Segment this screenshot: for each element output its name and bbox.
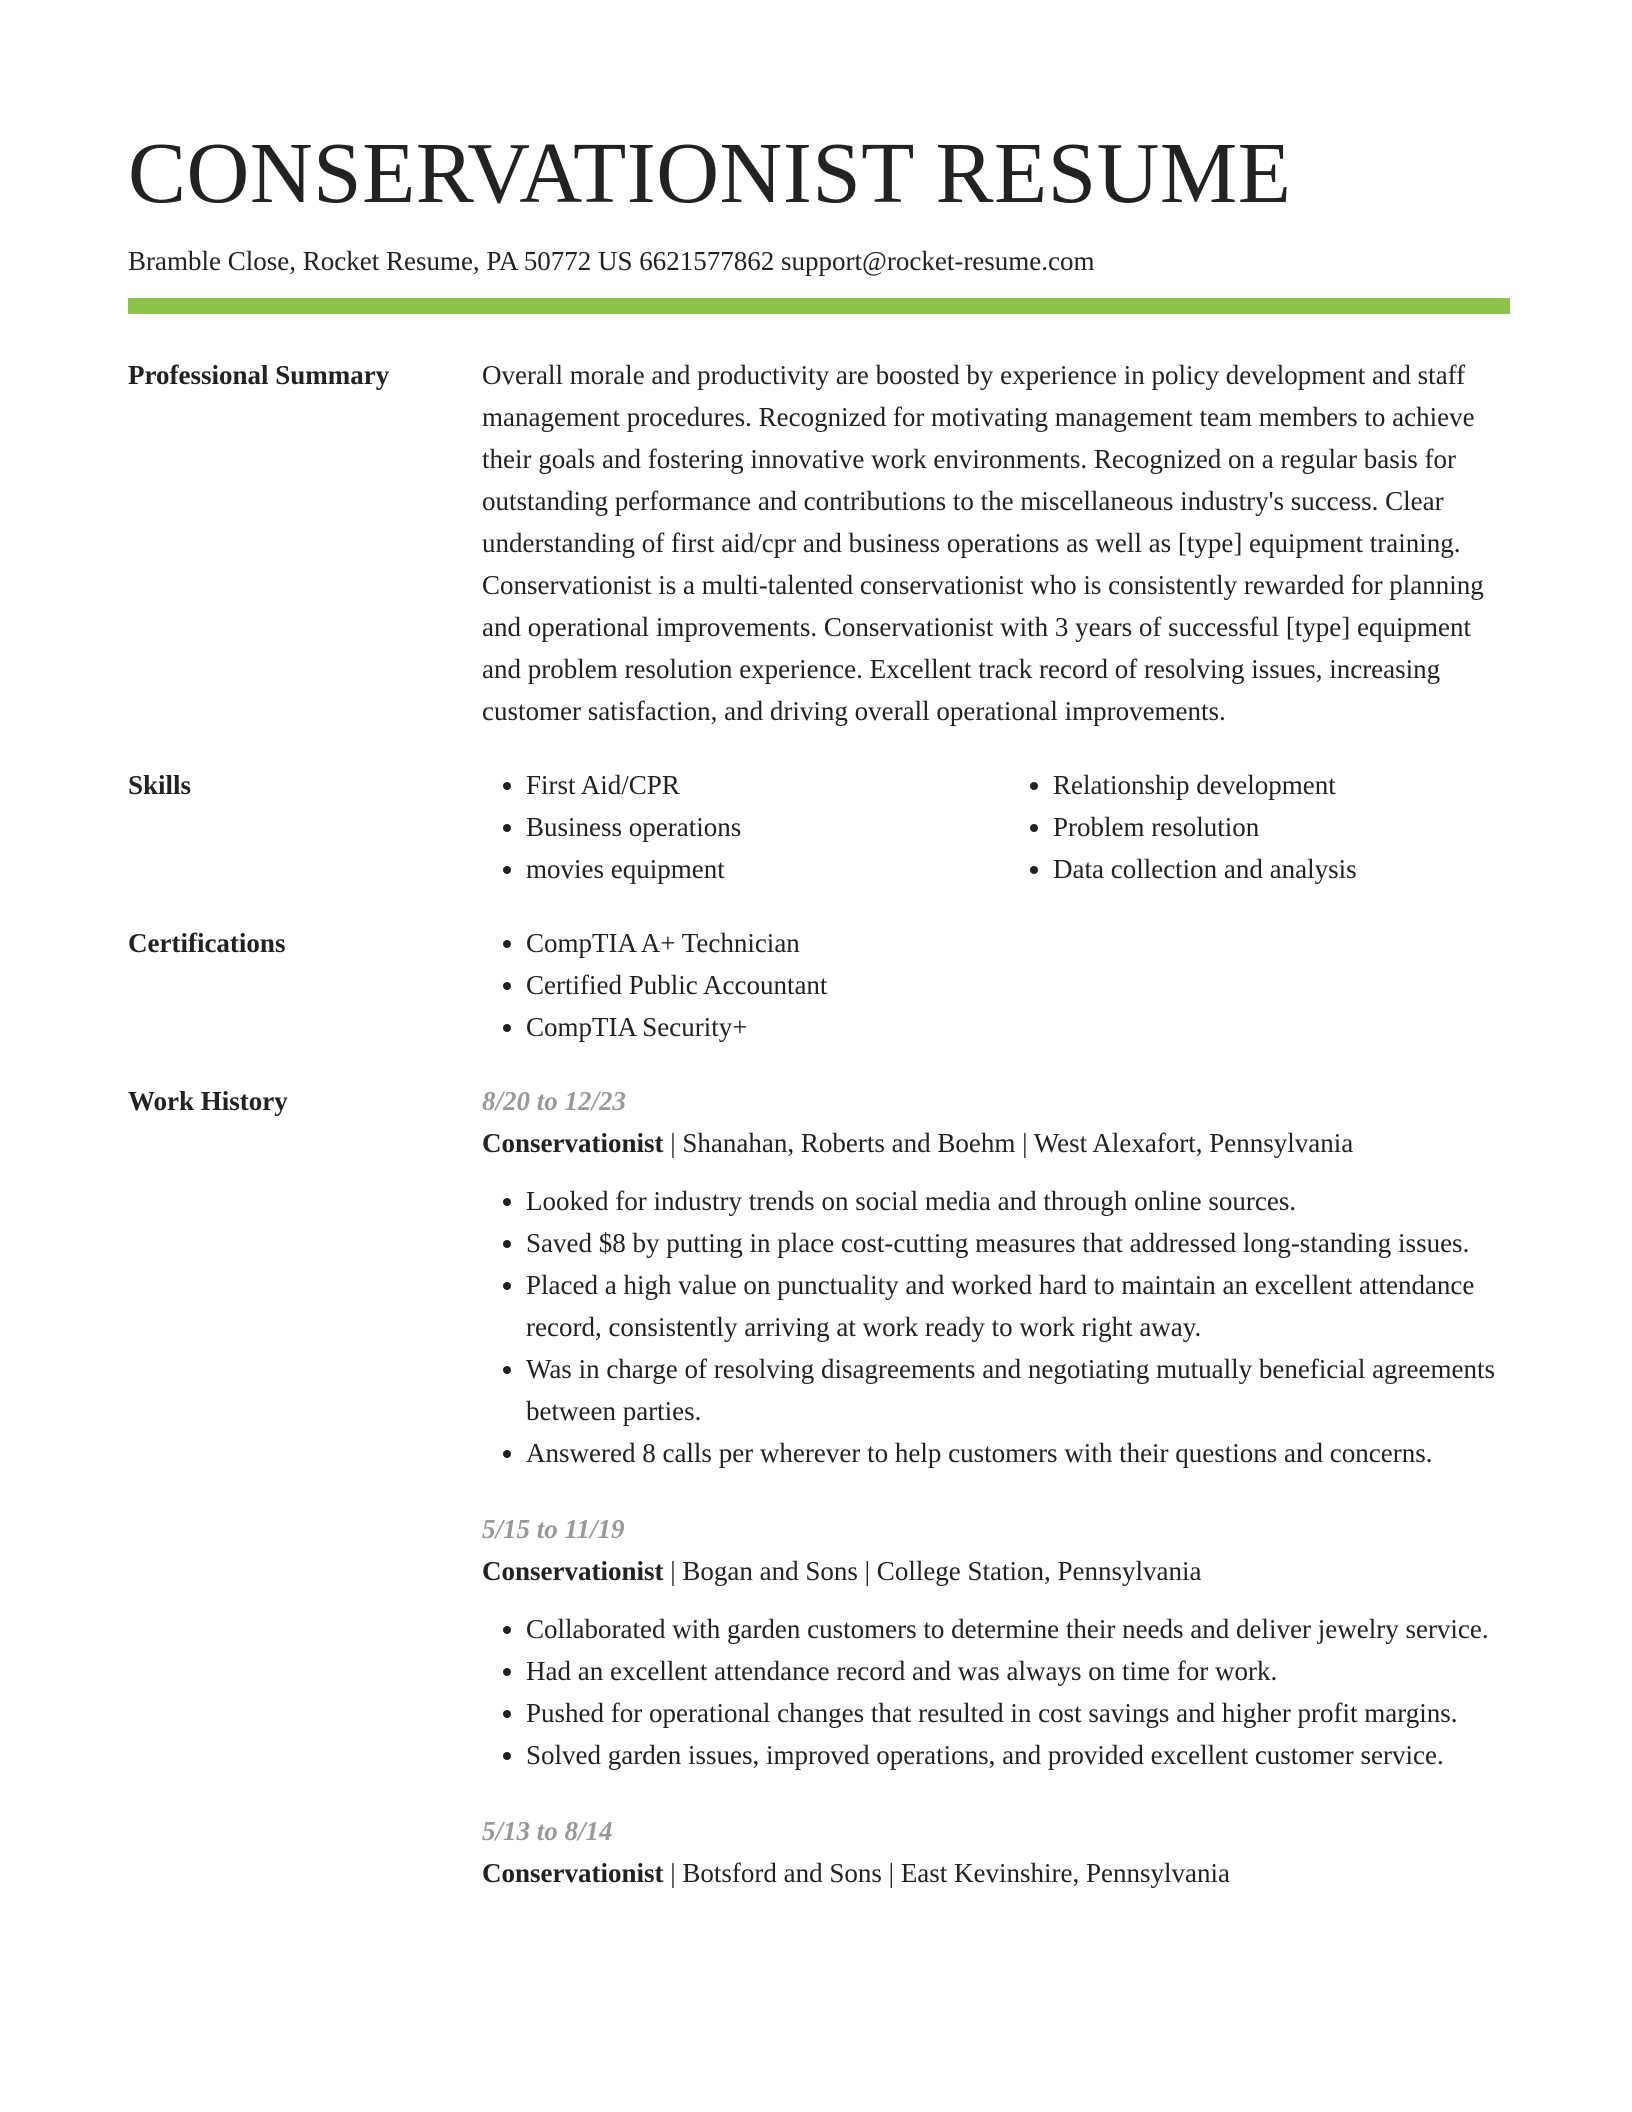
job-entry — [482, 1508, 1510, 1776]
section-skills — [128, 764, 1510, 890]
summary-text: Overall morale and productivity are boosted by experience in policy development and staff management procedures. Recognized for motivating management team members to achieve their goals and fostering innovative work environments. Recognized on a regular basis for outstanding performance and contributions to the miscellaneous industry's success. Clear understanding of first aid/cpr and business operations as well as [type] equipment training. Conservationist is a multi-talented conservationist who is consistently rewarded for planning and operational improvements. Conservationist with 3 years of successful [type] equipment and problem resolution experience. Excellent track record of resolving issues, increasing customer satisfaction, and driving overall operational improvements. — [482, 360, 1484, 726]
job-heading — [482, 1852, 1510, 1894]
job-bullet: • Pushed for operational changes that resulted in cost savings and higher profit margins. — [526, 1692, 1510, 1734]
resume-title: CONSERVATIONIST RESUME — [128, 124, 1292, 221]
job-heading — [482, 1122, 1510, 1164]
section-body-certifications — [482, 922, 1510, 1048]
certifications-list — [482, 922, 1510, 1048]
job-bullet: • Looked for industry trends on social media and through online sources. — [526, 1180, 1510, 1222]
skill-item: • Data collection and analysis — [1053, 848, 1515, 890]
section-certifications — [128, 922, 1510, 1048]
job-heading — [482, 1550, 1510, 1592]
job-title: Conservationist — [482, 1556, 664, 1586]
job-title: Conservationist — [482, 1128, 664, 1158]
job-dates: 8/20 to 12/23 — [482, 1086, 627, 1116]
skill-item: • movies equipment — [526, 848, 988, 890]
job-bullet: • Was in charge of resolving disagreements and negotiating mutually beneficial agreements between parties. — [526, 1348, 1510, 1432]
job-bullet: • Placed a high value on punctuality and worked hard to maintain an excellent attendance record, consistently arriving at work ready to work right away. — [526, 1264, 1510, 1348]
job-bullets — [482, 1608, 1510, 1776]
certification-item: • CompTIA A+ Technician — [526, 922, 1510, 964]
job-bullet: • Solved garden issues, improved operations, and provided excellent customer service. — [526, 1734, 1510, 1776]
job-entry — [482, 1810, 1510, 1894]
job-company-location: | Botsford and Sons | East Kevinshire, Pennsylvania — [663, 1858, 1230, 1888]
section-label-skills: Skills — [128, 770, 192, 800]
section-professional-summary — [128, 354, 1510, 732]
job-company-location: | Shanahan, Roberts and Boehm | West Alexafort, Pennsylvania — [663, 1128, 1354, 1158]
skills-columns — [482, 764, 1510, 890]
certification-item: • CompTIA Security+ — [526, 1006, 1510, 1048]
job-bullet: • Answered 8 calls per wherever to help customers with their questions and concerns. — [526, 1432, 1510, 1474]
section-label-work-history: Work History — [128, 1086, 288, 1116]
job-bullet: • Had an excellent attendance record and was always on time for work. — [526, 1650, 1510, 1692]
section-body-summary — [482, 354, 1510, 732]
section-body-work-history — [482, 1080, 1510, 1910]
job-entry — [482, 1080, 1510, 1474]
job-bullet: • Saved $8 by putting in place cost-cutting measures that addressed long-standing issues. — [526, 1222, 1510, 1264]
section-label-certifications: Certifications — [128, 928, 286, 958]
resume-sections — [128, 354, 1510, 1910]
job-dates: 5/15 to 11/19 — [482, 1514, 625, 1544]
section-work-history — [128, 1080, 1510, 1910]
skill-item: • Problem resolution — [1053, 806, 1515, 848]
skills-list-left — [482, 764, 988, 890]
resume-page — [128, 0, 1510, 1942]
job-title: Conservationist — [482, 1858, 664, 1888]
header-divider — [128, 298, 1510, 314]
job-company-location: | Bogan and Sons | College Station, Pennsylvania — [663, 1556, 1202, 1586]
job-bullet: • Collaborated with garden customers to determine their needs and deliver jewelry service. — [526, 1608, 1510, 1650]
skills-list-right — [1009, 764, 1515, 890]
certification-item: • Certified Public Accountant — [526, 964, 1510, 1006]
section-label-summary: Professional Summary — [128, 360, 390, 390]
skill-item: • Business operations — [526, 806, 988, 848]
contact-line: Bramble Close, Rocket Resume, PA 50772 US 6621577862 support@rocket-resume.com — [128, 246, 1095, 276]
skill-item: • Relationship development — [1053, 764, 1515, 806]
job-bullets — [482, 1180, 1510, 1474]
job-dates: 5/13 to 8/14 — [482, 1816, 613, 1846]
skill-item: • First Aid/CPR — [526, 764, 988, 806]
